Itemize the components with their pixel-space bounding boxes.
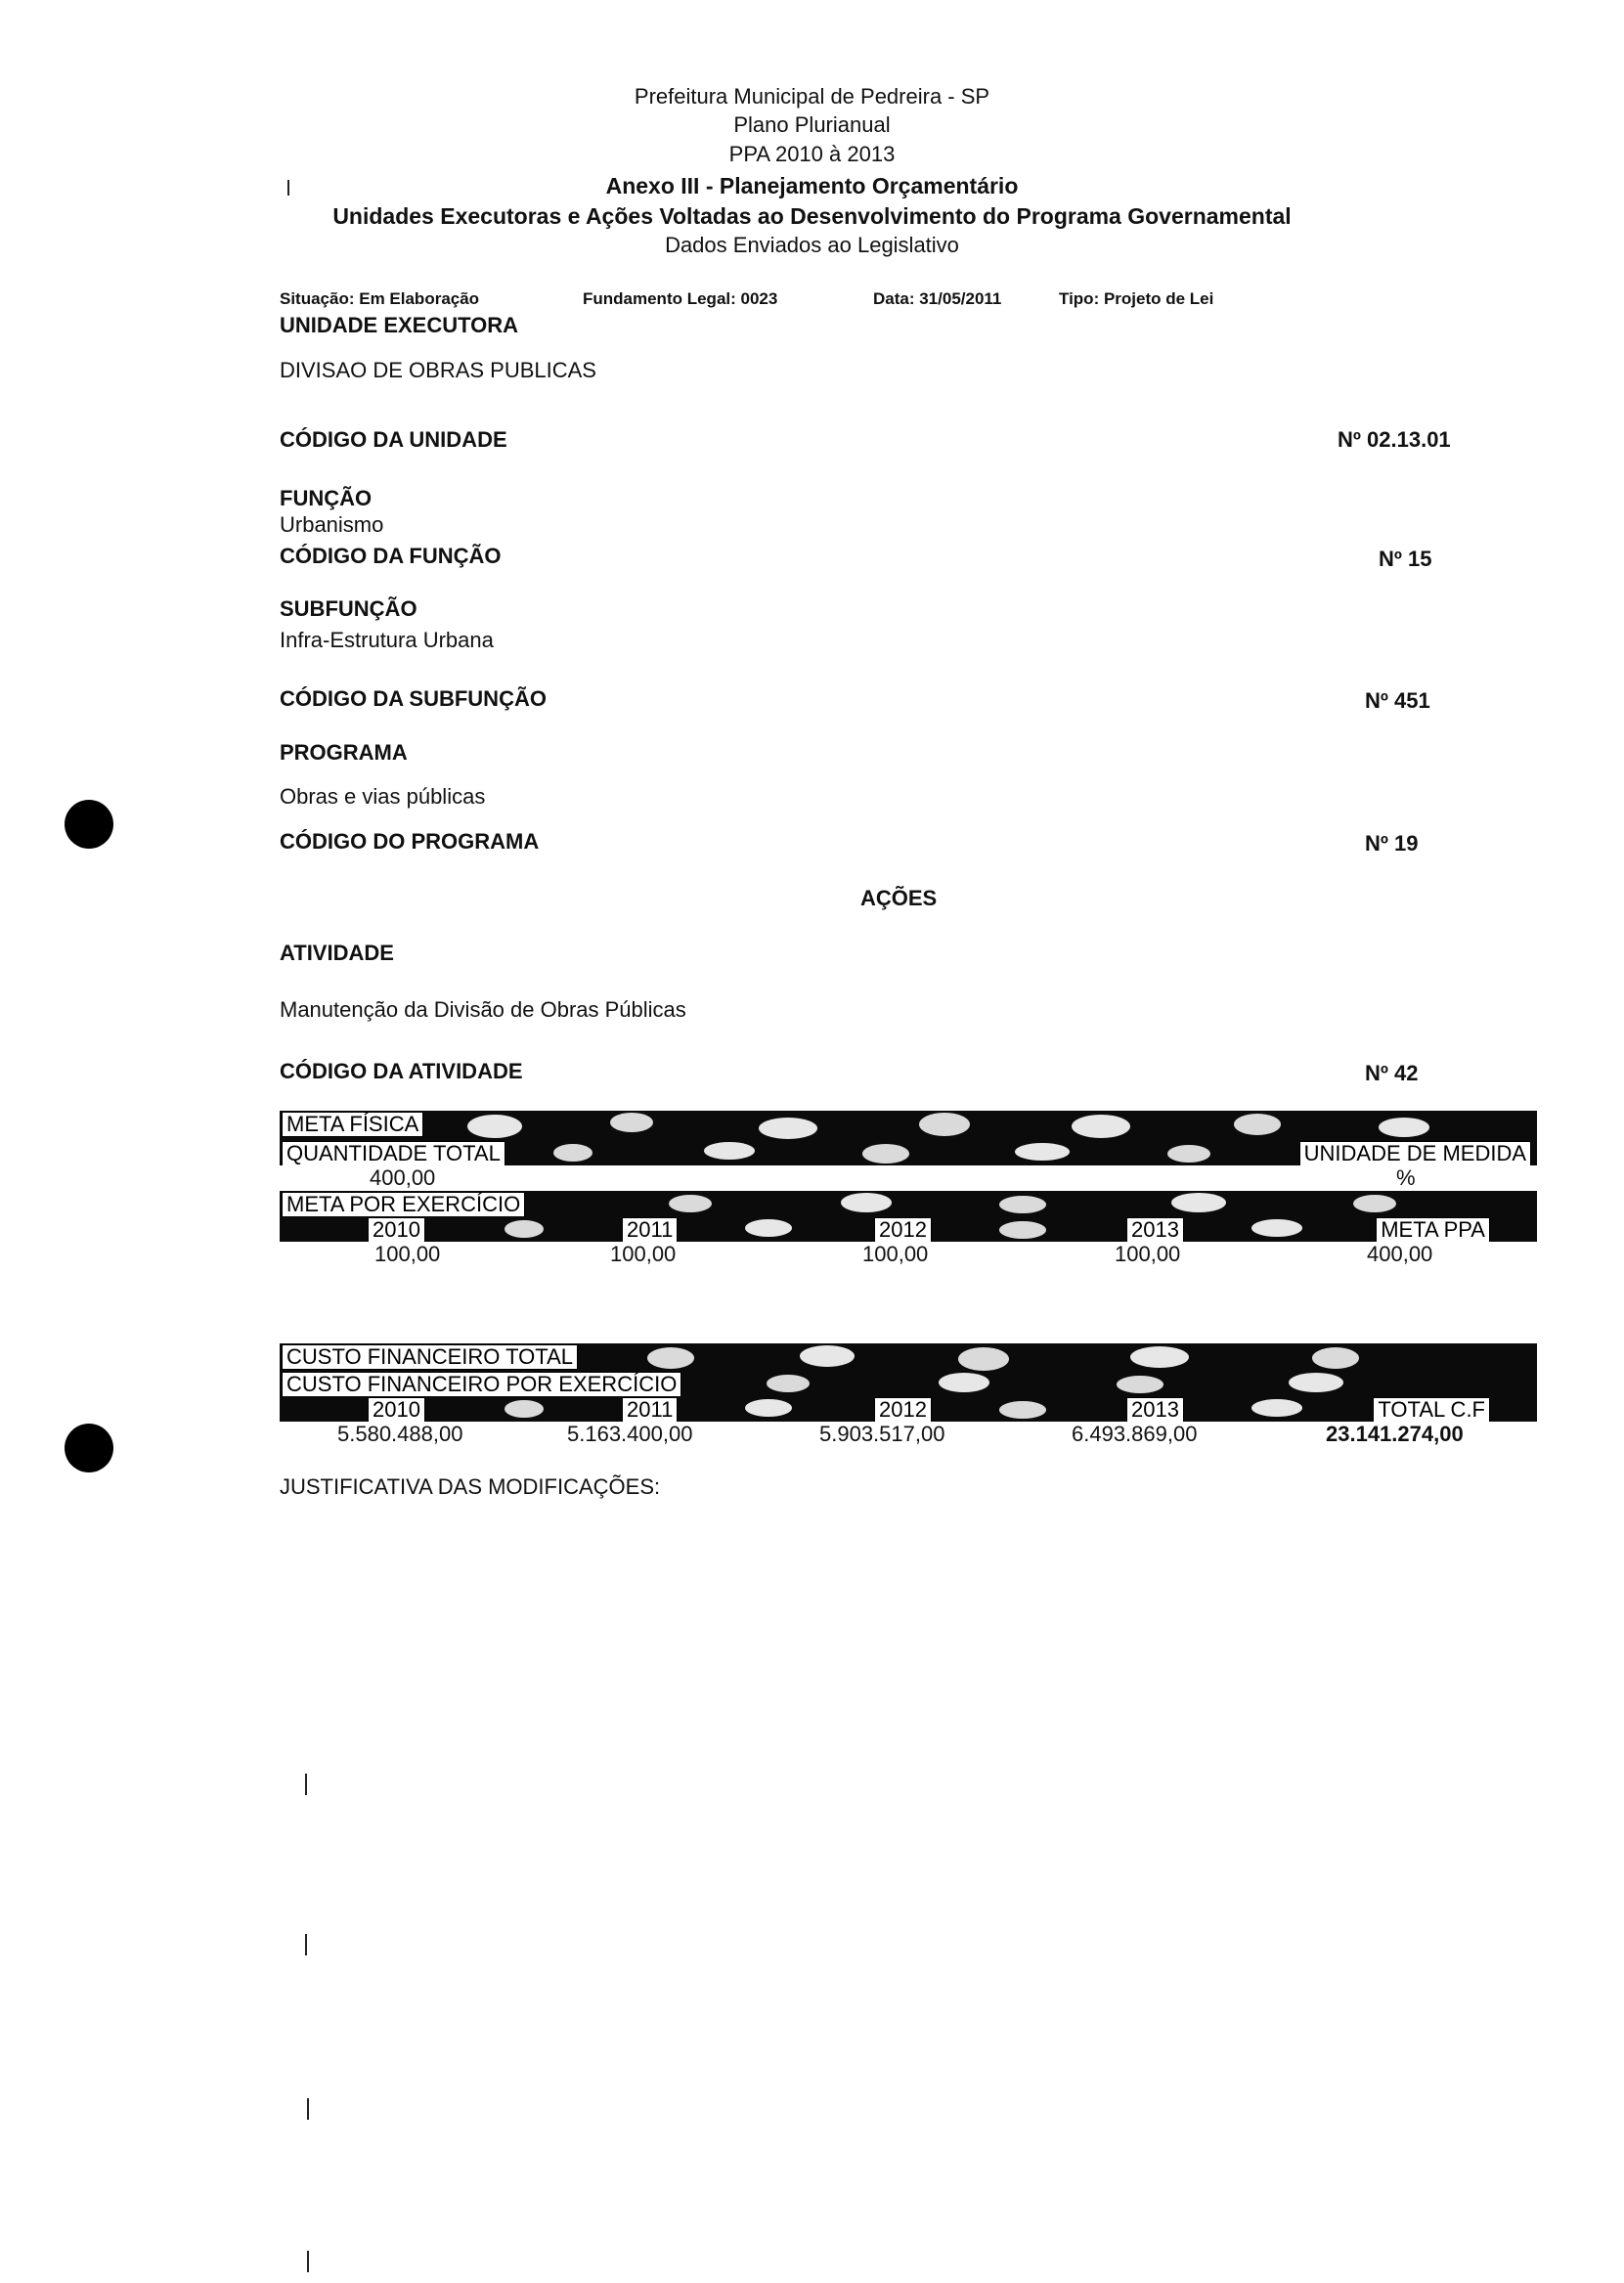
- custo-years-band: [280, 1396, 1537, 1422]
- codigo-subfuncao-label: CÓDIGO DA SUBFUNÇÃO: [280, 686, 547, 711]
- punch-hole: [65, 800, 113, 849]
- justificativa-label: JUSTIFICATIVA DAS MODIFICAÇÕES:: [280, 1474, 661, 1499]
- scan-mark: [305, 1934, 307, 1955]
- unidade-medida-label: UNIDADE DE MEDIDA: [1299, 1141, 1531, 1165]
- total-cf-label: TOTAL C.F: [1373, 1397, 1490, 1422]
- meta-fisica-title: META FÍSICA: [282, 1112, 423, 1137]
- subfuncao-value: Infra-Estrutura Urbana: [280, 628, 494, 652]
- meta-year-2012: 2012: [874, 1217, 932, 1242]
- codigo-funcao-value: Nº 15: [1379, 547, 1432, 571]
- funcao-label: FUNÇÃO: [280, 486, 373, 510]
- unidade-medida-value: %: [1396, 1165, 1416, 1190]
- scan-mark: [305, 1774, 307, 1795]
- subfuncao-label: SUBFUNÇÃO: [280, 596, 417, 621]
- acoes-title: AÇÕES: [860, 886, 938, 910]
- tipo-text: Tipo: Projeto de Lei: [1059, 289, 1214, 308]
- scan-mark: [307, 2098, 309, 2120]
- meta-year-2010: 2010: [368, 1217, 425, 1242]
- custo-year-2013: 2013: [1126, 1397, 1184, 1422]
- codigo-atividade-value: Nº 42: [1365, 1061, 1419, 1085]
- total-cf-value: 23.141.274,00: [1326, 1422, 1464, 1446]
- scan-mark: [307, 2251, 309, 2272]
- header-annex: Anexo III - Planejamento Orçamentário: [605, 173, 1019, 198]
- meta-years-band: [280, 1216, 1537, 1242]
- meta-por-exercicio-band: [280, 1191, 1537, 1216]
- custo-year-2011: 2011: [622, 1397, 678, 1422]
- header-subtitle: Unidades Executoras e Ações Voltadas ao Desenvolvimento do Programa Governamental: [332, 203, 1292, 229]
- custo-value-2013: 6.493.869,00: [1072, 1422, 1198, 1446]
- quantidade-total-label: QUANTIDADE TOTAL: [282, 1141, 505, 1165]
- unidade-label: UNIDADE EXECUTORA: [280, 313, 519, 337]
- custo-total-band: [280, 1343, 1537, 1373]
- atividade-label: ATIVIDADE: [280, 941, 394, 965]
- scan-mark: [287, 180, 289, 196]
- unidade-value: DIVISAO DE OBRAS PUBLICAS: [280, 358, 596, 382]
- situacao-text: Situação: Em Elaboração: [280, 289, 480, 308]
- custo-value-2010: 5.580.488,00: [337, 1422, 463, 1446]
- custo-total-title: CUSTO FINANCEIRO TOTAL: [282, 1344, 578, 1370]
- custo-value-2012: 5.903.517,00: [819, 1422, 945, 1446]
- custo-value-2011: 5.163.400,00: [567, 1422, 693, 1446]
- meta-value-2013: 100,00: [1115, 1242, 1181, 1266]
- data-text: Data: 31/05/2011: [873, 289, 1002, 308]
- meta-por-exercicio-label: META POR EXERCÍCIO: [282, 1192, 525, 1216]
- meta-year-2011: 2011: [622, 1217, 678, 1242]
- codigo-unidade-label: CÓDIGO DA UNIDADE: [280, 427, 507, 452]
- programa-label: PROGRAMA: [280, 740, 408, 765]
- atividade-value: Manutenção da Divisão de Obras Públicas: [280, 997, 686, 1022]
- funcao-value: Urbanismo: [280, 512, 384, 537]
- quantidade-total-value: 400,00: [370, 1165, 436, 1190]
- codigo-subfuncao-value: Nº 451: [1365, 688, 1430, 713]
- codigo-unidade-value: Nº 02.13.01: [1338, 427, 1451, 452]
- fundamento-text: Fundamento Legal: 0023: [583, 289, 778, 308]
- meta-ppa-value: 400,00: [1367, 1242, 1433, 1266]
- custo-year-2012: 2012: [874, 1397, 932, 1422]
- codigo-funcao-label: CÓDIGO DA FUNÇÃO: [280, 544, 502, 568]
- header-ppa-period: PPA 2010 à 2013: [728, 142, 896, 166]
- punch-hole: [65, 1424, 113, 1472]
- codigo-atividade-label: CÓDIGO DA ATIVIDADE: [280, 1059, 523, 1083]
- custo-year-2010: 2010: [368, 1397, 425, 1422]
- custo-por-exercicio-band: [280, 1371, 1537, 1396]
- meta-value-2011: 100,00: [610, 1242, 677, 1266]
- meta-value-2010: 100,00: [374, 1242, 441, 1266]
- meta-value-2012: 100,00: [862, 1242, 929, 1266]
- header-municipality: Prefeitura Municipal de Pedreira - SP: [634, 84, 990, 109]
- programa-value: Obras e vias públicas: [280, 784, 486, 809]
- codigo-programa-label: CÓDIGO DO PROGRAMA: [280, 829, 540, 854]
- texture-pattern: [280, 1111, 1537, 1142]
- meta-fisica-band: [280, 1111, 1537, 1142]
- custo-por-exercicio-label: CUSTO FINANCEIRO POR EXERCÍCIO: [282, 1372, 681, 1396]
- codigo-programa-value: Nº 19: [1365, 831, 1419, 856]
- header-status: Dados Enviados ao Legislativo: [665, 233, 959, 257]
- meta-ppa-label: META PPA: [1376, 1217, 1490, 1242]
- quantidade-band: [280, 1140, 1537, 1165]
- header-plan: Plano Plurianual: [733, 112, 891, 137]
- meta-year-2013: 2013: [1126, 1217, 1184, 1242]
